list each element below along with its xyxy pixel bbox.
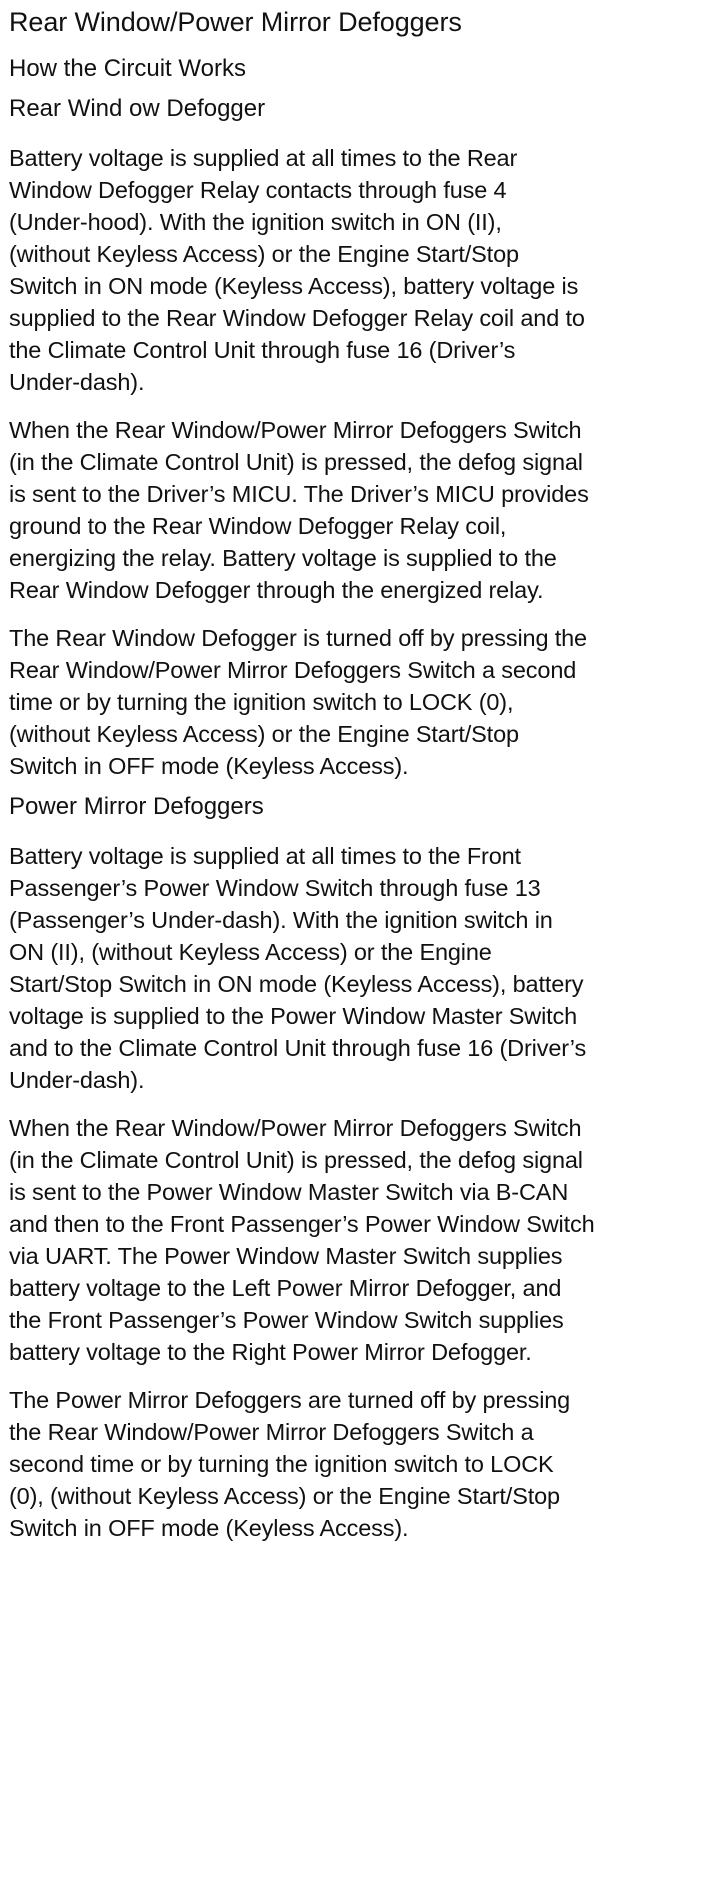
subsection-heading-rear-window-defogger: Rear Wind ow Defogger bbox=[9, 95, 266, 122]
subsection-heading-power-mirror-defoggers: Power Mirror Defoggers bbox=[9, 793, 264, 820]
paragraph-mirror-switch-operation: When the Rear Window/Power Mirror Defoggers Switch (in the Climate Control Unit) is pressed, the defog signal is sent to the Power Window Master Switch via B-CAN and then to the Front Passenger’s Power Window Switch via UART. The Power Window Master Switch supplies battery voltage to the Left Power Mirror Defogger, and the Front Passenger’s Power Window Switch supplies battery voltage to the Right Power Mirror Defogger. bbox=[9, 1115, 595, 1365]
paragraph-rear-switch-operation: When the Rear Window/Power Mirror Defoggers Switch (in the Climate Control Unit) is pressed, the defog signal is sent to the Driver’s MICU. The Driver’s MICU provides ground to the Rear Window Defogger Relay coil, energizing the relay. Battery voltage is supplied to the Rear Window Defogger through the energized relay. bbox=[9, 417, 589, 603]
document-page bbox=[9, 0, 699, 1544]
paragraph-rear-power-supply: Battery voltage is supplied at all times to the Rear Window Defogger Relay contacts through fuse 4 (Under-hood). With the ignition switch in ON (II), (without Keyless Access) or the Engine Start/Stop Switch in ON mode (Keyless Access), battery voltage is supplied to the Rear Window Defogger Relay coil and to the Climate Control Unit through fuse 16 (Driver’s Under-dash). bbox=[9, 145, 585, 395]
section-heading-circuit: How the Circuit Works bbox=[9, 55, 246, 82]
page-title: Rear Window/Power Mirror Defoggers bbox=[9, 7, 462, 37]
paragraph-mirror-power-supply: Battery voltage is supplied at all times to the Front Passenger’s Power Window Switch through fuse 13 (Passenger’s Under-dash). With the ignition switch in ON (II), (without Keyless Access) or the Engine Start/Stop Switch in ON mode (Keyless Access), battery voltage is supplied to the Power Window Master Switch and to the Climate Control Unit through fuse 16 (Driver’s Under-dash). bbox=[9, 843, 587, 1093]
paragraph-mirror-turn-off: The Power Mirror Defoggers are turned off by pressing the Rear Window/Power Mirror Defoggers Switch a second time or by turning the ignition switch to LOCK (0), (without Keyless Access) or the Engine Start/Stop Switch in OFF mode (Keyless Access). bbox=[9, 1387, 571, 1541]
paragraph-rear-turn-off: The Rear Window Defogger is turned off by pressing the Rear Window/Power Mirror Defoggers Switch a second time or by turning the ignition switch to LOCK (0), (without Keyless Access) or the Engine Start/Stop Switch in OFF mode (Keyless Access). bbox=[9, 625, 587, 779]
